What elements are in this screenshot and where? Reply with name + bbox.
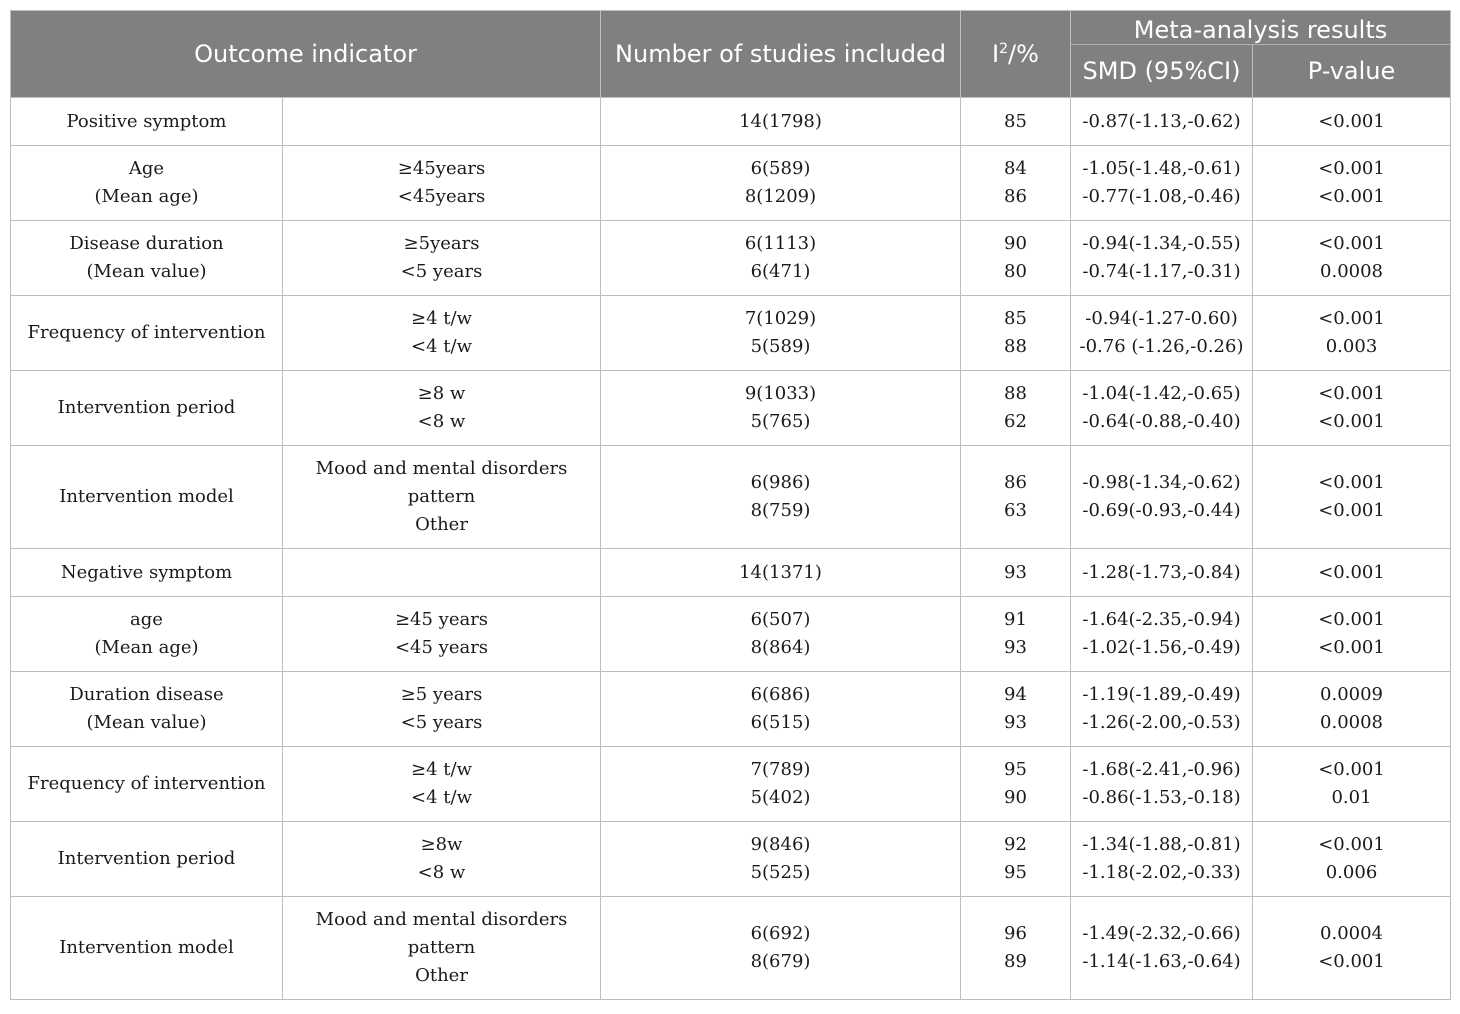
smd-line: -1.49(-2.32,-0.66) bbox=[1082, 923, 1241, 944]
i2-line: 62 bbox=[1004, 411, 1027, 432]
p-value-cell bbox=[1253, 221, 1451, 296]
i2-line: 84 bbox=[1004, 158, 1027, 179]
smd-cell bbox=[1071, 446, 1253, 549]
subgroup-line: <5 years bbox=[400, 261, 483, 282]
outcome-indicator-line: Intervention period bbox=[57, 397, 236, 418]
table-row bbox=[11, 146, 1451, 221]
subgroup-line: Other bbox=[415, 514, 468, 535]
subgroup-cell bbox=[283, 98, 601, 146]
outcome-indicator-line: Frequency of intervention bbox=[27, 322, 266, 343]
p-value-line: 0.0009 bbox=[1320, 684, 1383, 705]
studies-line: 8(759) bbox=[750, 500, 811, 521]
subgroup-cell bbox=[283, 549, 601, 597]
studies-line: 6(1113) bbox=[744, 233, 817, 254]
outcome-indicator-cell bbox=[11, 549, 283, 597]
smd-cell bbox=[1071, 672, 1253, 747]
subgroup-line: ≥5years bbox=[403, 233, 480, 254]
i2-line: 92 bbox=[1004, 834, 1027, 855]
header-number-of-studies: Number of studies included bbox=[601, 11, 961, 98]
p-value-line: <0.001 bbox=[1318, 759, 1385, 780]
i2-cell bbox=[961, 897, 1071, 1000]
table-row bbox=[11, 371, 1451, 446]
p-value-cell bbox=[1253, 747, 1451, 822]
studies-cell bbox=[601, 221, 961, 296]
p-value-line: <0.001 bbox=[1318, 383, 1385, 404]
p-value-cell bbox=[1253, 146, 1451, 221]
outcome-indicator-line: Age bbox=[128, 158, 165, 179]
subgroup-line: pattern bbox=[407, 486, 476, 507]
p-value-line: 0.0008 bbox=[1320, 261, 1383, 282]
studies-line: 6(589) bbox=[750, 158, 811, 179]
p-value-line: <0.001 bbox=[1318, 951, 1385, 972]
outcome-indicator-line: Intervention model bbox=[59, 486, 234, 507]
p-value-line: <0.001 bbox=[1318, 834, 1385, 855]
studies-cell bbox=[601, 146, 961, 221]
subgroup-line: <45years bbox=[397, 186, 486, 207]
smd-line: -0.98(-1.34,-0.62) bbox=[1082, 472, 1241, 493]
outcome-indicator-line: (Mean age) bbox=[94, 637, 199, 658]
subgroup-line: Mood and mental disorders bbox=[315, 458, 568, 479]
i2-cell bbox=[961, 446, 1071, 549]
smd-line: -0.87(-1.13,-0.62) bbox=[1082, 110, 1241, 132]
p-value-line: 0.003 bbox=[1325, 336, 1378, 357]
outcome-indicator-cell bbox=[11, 897, 283, 1000]
i2-cell bbox=[961, 672, 1071, 747]
subgroup-line: ≥4 t/w bbox=[411, 308, 472, 329]
subgroup-line: <4 t/w bbox=[411, 787, 472, 808]
subgroup-line: ≥8w bbox=[420, 834, 463, 855]
i2-cell bbox=[961, 146, 1071, 221]
outcome-indicator-cell bbox=[11, 672, 283, 747]
outcome-indicator-line: Intervention model bbox=[59, 937, 234, 958]
p-value-line: <0.001 bbox=[1318, 500, 1385, 521]
studies-line: 6(471) bbox=[750, 261, 811, 282]
i2-line: 86 bbox=[1004, 186, 1027, 207]
smd-cell bbox=[1071, 296, 1253, 371]
outcome-indicator-cell bbox=[11, 146, 283, 221]
subgroup-line: ≥45 years bbox=[394, 609, 489, 630]
i2-line: 80 bbox=[1004, 261, 1027, 282]
subgroup-cell bbox=[283, 371, 601, 446]
i2-cell bbox=[961, 747, 1071, 822]
header-outcome-indicator: Outcome indicator bbox=[11, 11, 601, 98]
outcome-indicator-cell bbox=[11, 446, 283, 549]
subgroup-cell bbox=[283, 296, 601, 371]
studies-cell bbox=[601, 822, 961, 897]
subgroup-line: <8 w bbox=[417, 862, 466, 883]
smd-cell bbox=[1071, 371, 1253, 446]
outcome-indicator-cell bbox=[11, 296, 283, 371]
studies-cell bbox=[601, 672, 961, 747]
smd-line: -0.94(-1.34,-0.55) bbox=[1082, 233, 1241, 254]
outcome-indicator-cell bbox=[11, 747, 283, 822]
studies-cell bbox=[601, 549, 961, 597]
smd-cell bbox=[1071, 146, 1253, 221]
i2-line: 91 bbox=[1004, 609, 1027, 630]
p-value-line: <0.001 bbox=[1318, 472, 1385, 493]
studies-cell bbox=[601, 747, 961, 822]
i2-line: 86 bbox=[1004, 472, 1027, 493]
outcome-indicator-line: (Mean value) bbox=[86, 712, 207, 733]
studies-cell bbox=[601, 98, 961, 146]
subgroup-line: <4 t/w bbox=[411, 336, 472, 357]
outcome-indicator-cell bbox=[11, 221, 283, 296]
studies-line: 6(507) bbox=[750, 609, 811, 630]
subgroup-cell bbox=[283, 446, 601, 549]
table-row bbox=[11, 672, 1451, 747]
subgroup-cell bbox=[283, 897, 601, 1000]
smd-line: -1.64(-2.35,-0.94) bbox=[1082, 609, 1241, 630]
smd-line: -1.04(-1.42,-0.65) bbox=[1082, 383, 1241, 404]
p-value-cell bbox=[1253, 98, 1451, 146]
i2-line: 95 bbox=[1004, 759, 1027, 780]
outcome-indicator-line: Frequency of intervention bbox=[27, 773, 266, 794]
p-value-cell bbox=[1253, 897, 1451, 1000]
i2-base: I bbox=[992, 40, 1000, 68]
i2-line: 63 bbox=[1004, 500, 1027, 521]
table-row bbox=[11, 822, 1451, 897]
results-table bbox=[10, 10, 1451, 1000]
studies-line: 5(589) bbox=[750, 336, 811, 357]
i2-line: 93 bbox=[1004, 712, 1027, 733]
table-row bbox=[11, 221, 1451, 296]
subgroup-line: pattern bbox=[407, 937, 476, 958]
smd-cell bbox=[1071, 221, 1253, 296]
studies-cell bbox=[601, 897, 961, 1000]
table-row bbox=[11, 897, 1451, 1000]
subgroup-line: ≥4 t/w bbox=[411, 759, 472, 780]
outcome-indicator-line: Disease duration bbox=[69, 233, 224, 254]
smd-cell bbox=[1071, 98, 1253, 146]
i2-cell bbox=[961, 549, 1071, 597]
subgroup-line: <5 years bbox=[400, 712, 483, 733]
studies-line: 5(765) bbox=[750, 411, 811, 432]
i2-line: 89 bbox=[1004, 951, 1027, 972]
studies-cell bbox=[601, 597, 961, 672]
subgroup-line: ≥5 years bbox=[400, 684, 483, 705]
studies-cell bbox=[601, 371, 961, 446]
i2-cell bbox=[961, 296, 1071, 371]
subgroup-line: Mood and mental disorders bbox=[315, 909, 568, 930]
p-value-line: <0.001 bbox=[1318, 158, 1385, 179]
p-value-cell bbox=[1253, 296, 1451, 371]
outcome-indicator-cell bbox=[11, 597, 283, 672]
p-value-line: 0.01 bbox=[1331, 787, 1372, 808]
table-row bbox=[11, 98, 1451, 146]
studies-line: 8(679) bbox=[750, 951, 811, 972]
p-value-line: 0.0004 bbox=[1320, 923, 1383, 944]
i2-line: 94 bbox=[1004, 684, 1027, 705]
studies-line: 6(515) bbox=[750, 712, 811, 733]
i2-line: 85 bbox=[1004, 308, 1027, 329]
studies-line: 14(1371) bbox=[739, 561, 822, 583]
smd-line: -0.94(-1.27-0.60) bbox=[1085, 308, 1238, 329]
subgroup-cell bbox=[283, 597, 601, 672]
smd-cell bbox=[1071, 747, 1253, 822]
studies-line: 6(692) bbox=[750, 923, 811, 944]
smd-line: -1.34(-1.88,-0.81) bbox=[1082, 834, 1241, 855]
studies-line: 9(846) bbox=[750, 834, 811, 855]
outcome-indicator-line: Positive symptom bbox=[66, 110, 227, 132]
i2-cell bbox=[961, 597, 1071, 672]
p-value-cell bbox=[1253, 371, 1451, 446]
smd-line: -1.05(-1.48,-0.61) bbox=[1082, 158, 1241, 179]
smd-line: -0.69(-0.93,-0.44) bbox=[1082, 500, 1241, 521]
studies-line: 8(864) bbox=[750, 637, 811, 658]
subgroup-cell bbox=[283, 221, 601, 296]
i2-line: 95 bbox=[1004, 862, 1027, 883]
header-meta-analysis-results: Meta-analysis results bbox=[1071, 11, 1451, 45]
p-value-line: <0.001 bbox=[1318, 561, 1385, 583]
table-row bbox=[11, 597, 1451, 672]
studies-line: 5(402) bbox=[750, 787, 811, 808]
subgroup-line: Other bbox=[415, 965, 468, 986]
p-value-line: <0.001 bbox=[1318, 411, 1385, 432]
p-value-line: <0.001 bbox=[1318, 308, 1385, 329]
outcome-indicator-line: Intervention period bbox=[57, 848, 236, 869]
smd-line: -0.77(-1.08,-0.46) bbox=[1082, 186, 1241, 207]
subgroup-cell bbox=[283, 146, 601, 221]
p-value-cell bbox=[1253, 822, 1451, 897]
outcome-indicator-line: Duration disease bbox=[69, 684, 224, 705]
table-row bbox=[11, 446, 1451, 549]
studies-line: 7(1029) bbox=[744, 308, 817, 329]
outcome-indicator-line: (Mean value) bbox=[86, 261, 207, 282]
studies-line: 8(1209) bbox=[744, 186, 817, 207]
subgroup-line: <45 years bbox=[394, 637, 489, 658]
smd-line: -1.02(-1.56,-0.49) bbox=[1082, 637, 1241, 658]
subgroup-line: ≥45years bbox=[397, 158, 486, 179]
header-i-squared bbox=[961, 11, 1071, 98]
studies-cell bbox=[601, 446, 961, 549]
i2-line: 96 bbox=[1004, 923, 1027, 944]
smd-line: -1.28(-1.73,-0.84) bbox=[1082, 561, 1241, 583]
p-value-line: 0.0008 bbox=[1320, 712, 1383, 733]
p-value-line: 0.006 bbox=[1325, 862, 1378, 883]
p-value-line: <0.001 bbox=[1318, 186, 1385, 207]
outcome-indicator-line: Negative symptom bbox=[60, 561, 233, 583]
i2-line: 90 bbox=[1004, 233, 1027, 254]
p-value-line: <0.001 bbox=[1318, 637, 1385, 658]
smd-line: -0.86(-1.53,-0.18) bbox=[1082, 787, 1241, 808]
table-row bbox=[11, 549, 1451, 597]
i2-tail: /% bbox=[1008, 40, 1039, 68]
outcome-indicator-cell bbox=[11, 371, 283, 446]
p-value-line: <0.001 bbox=[1318, 110, 1385, 132]
smd-line: -1.26(-2.00,-0.53) bbox=[1082, 712, 1241, 733]
i2-superscript: 2 bbox=[999, 41, 1009, 57]
subgroup-line: <8 w bbox=[417, 411, 466, 432]
i2-line: 93 bbox=[1004, 637, 1027, 658]
subgroup-cell bbox=[283, 747, 601, 822]
smd-cell bbox=[1071, 597, 1253, 672]
studies-line: 9(1033) bbox=[744, 383, 817, 404]
outcome-indicator-line: (Mean age) bbox=[94, 186, 199, 207]
smd-line: -1.14(-1.63,-0.64) bbox=[1082, 951, 1241, 972]
smd-line: -1.68(-2.41,-0.96) bbox=[1082, 759, 1241, 780]
i2-line: 88 bbox=[1004, 336, 1027, 357]
i2-cell bbox=[961, 98, 1071, 146]
i2-line: 88 bbox=[1004, 383, 1027, 404]
smd-line: -0.76 (-1.26,-0.26) bbox=[1079, 336, 1244, 357]
p-value-line: <0.001 bbox=[1318, 233, 1385, 254]
i2-cell bbox=[961, 371, 1071, 446]
smd-line: -0.74(-1.17,-0.31) bbox=[1082, 261, 1241, 282]
i2-cell bbox=[961, 822, 1071, 897]
table-row bbox=[11, 296, 1451, 371]
outcome-indicator-cell bbox=[11, 822, 283, 897]
table-row bbox=[11, 747, 1451, 822]
smd-line: -0.64(-0.88,-0.40) bbox=[1082, 411, 1241, 432]
smd-line: -1.19(-1.89,-0.49) bbox=[1082, 684, 1241, 705]
studies-cell bbox=[601, 296, 961, 371]
outcome-indicator-line: age bbox=[130, 609, 163, 630]
smd-cell bbox=[1071, 822, 1253, 897]
smd-cell bbox=[1071, 897, 1253, 1000]
p-value-cell bbox=[1253, 672, 1451, 747]
header-p-value: P-value bbox=[1253, 45, 1451, 98]
outcome-indicator-cell bbox=[11, 98, 283, 146]
p-value-cell bbox=[1253, 549, 1451, 597]
p-value-cell bbox=[1253, 597, 1451, 672]
i2-line: 93 bbox=[1004, 561, 1027, 583]
table-header bbox=[11, 11, 1451, 98]
p-value-line: <0.001 bbox=[1318, 609, 1385, 630]
p-value-cell bbox=[1253, 446, 1451, 549]
subgroup-cell bbox=[283, 672, 601, 747]
header-smd: SMD (95%CI) bbox=[1071, 45, 1253, 98]
subgroup-line: ≥8 w bbox=[417, 383, 466, 404]
studies-line: 6(986) bbox=[750, 472, 811, 493]
i2-line: 85 bbox=[1004, 110, 1027, 132]
smd-line: -1.18(-2.02,-0.33) bbox=[1082, 862, 1241, 883]
studies-line: 5(525) bbox=[750, 862, 811, 883]
subgroup-cell bbox=[283, 822, 601, 897]
smd-cell bbox=[1071, 549, 1253, 597]
i2-line: 90 bbox=[1004, 787, 1027, 808]
studies-line: 6(686) bbox=[750, 684, 811, 705]
studies-line: 14(1798) bbox=[739, 110, 822, 132]
studies-line: 7(789) bbox=[750, 759, 811, 780]
i2-cell bbox=[961, 221, 1071, 296]
table-body bbox=[11, 98, 1451, 1000]
